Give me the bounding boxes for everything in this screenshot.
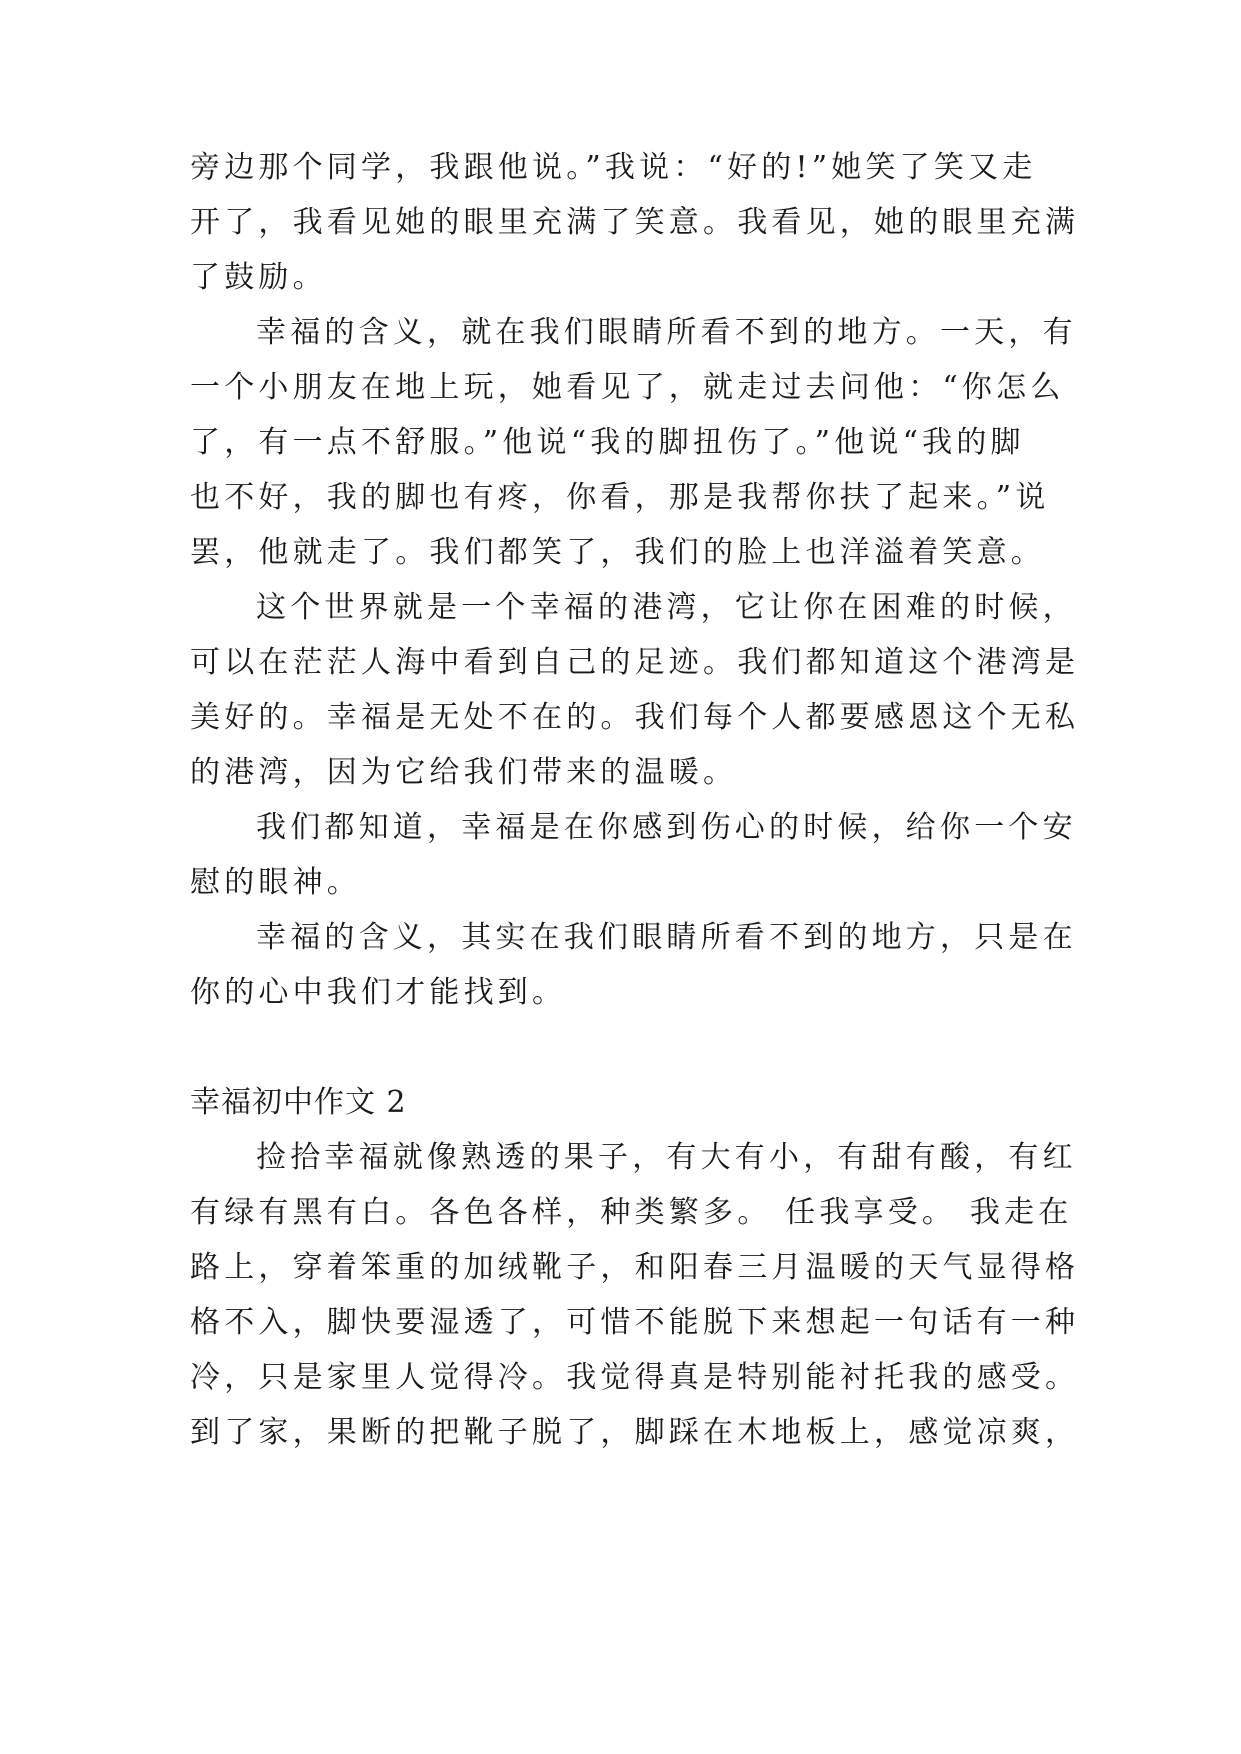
paragraph-3-line-3: 美好的。幸福是无处不在的。我们每个人都要感恩这个无私 [190,700,1080,735]
paragraph-3-line-1: 这个世界就是一个幸福的港湾，它让你在困难的时候， [256,590,1077,625]
paragraph-4-line-1: 我们都知道，幸福是在你感到伤心的时候，给你一个安 [256,810,1077,845]
paragraph-2-line-2: 一个小朋友在地上玩，她看见了，就走过去问他：“你怎么 [190,370,1065,405]
paragraph-5-line-1: 幸福的含义，其实在我们眼睛所看不到的地方，只是在 [256,920,1077,955]
section-title: 幸福初中作文 2 [190,1085,407,1120]
paragraph-1-line-2: 开了，我看见她的眼里充满了笑意。我看见，她的眼里充满 [190,205,1080,240]
section-paragraph-line-5: 冷，只是家里人觉得冷。我觉得真是特别能衬托我的感受。 [190,1360,1080,1395]
paragraph-3-line-4: 的港湾，因为它给我们带来的温暖。 [190,755,738,790]
section-paragraph-line-4: 格不入，脚快要湿透了，可惜不能脱下来想起一句话有一种 [190,1305,1080,1340]
section-paragraph-line-3: 路上，穿着笨重的加绒靴子，和阳春三月温暖的天气显得格 [190,1250,1080,1285]
paragraph-5-line-2: 你的心中我们才能找到。 [190,975,567,1010]
section-paragraph-line-6: 到了家，果断的把靴子脱了，脚踩在木地板上，感觉凉爽， [190,1415,1080,1450]
paragraph-2-line-5: 罢，他就走了。我们都笑了，我们的脸上也洋溢着笑意。 [190,535,1045,570]
section-paragraph-line-1: 捡拾幸福就像熟透的果子，有大有小，有甜有酸，有红 [256,1140,1077,1175]
paragraph-4-line-2: 慰的眼神。 [190,865,361,900]
paragraph-2-line-4: 也不好，我的脚也有疼，你看，那是我帮你扶了起来。”说 [190,480,1050,515]
section-paragraph-line-2: 有绿有黑有白。各色各样，种类繁多。 任我享受。 我走在 [190,1195,1073,1230]
paragraph-2-line-3: 了，有一点不舒服。”他说“我的脚扭伤了。”他说“我的脚 [190,425,1025,460]
paragraph-1-line-3: 了鼓励。 [190,260,327,295]
paragraph-1-line-1: 旁边那个同学，我跟他说。”我说：“好的!”她笑了笑又走 [190,150,1037,185]
paragraph-2-line-1: 幸福的含义，就在我们眼睛所看不到的地方。一天，有 [256,315,1077,350]
paragraph-3-line-2: 可以在茫茫人海中看到自己的足迹。我们都知道这个港湾是 [190,645,1080,680]
